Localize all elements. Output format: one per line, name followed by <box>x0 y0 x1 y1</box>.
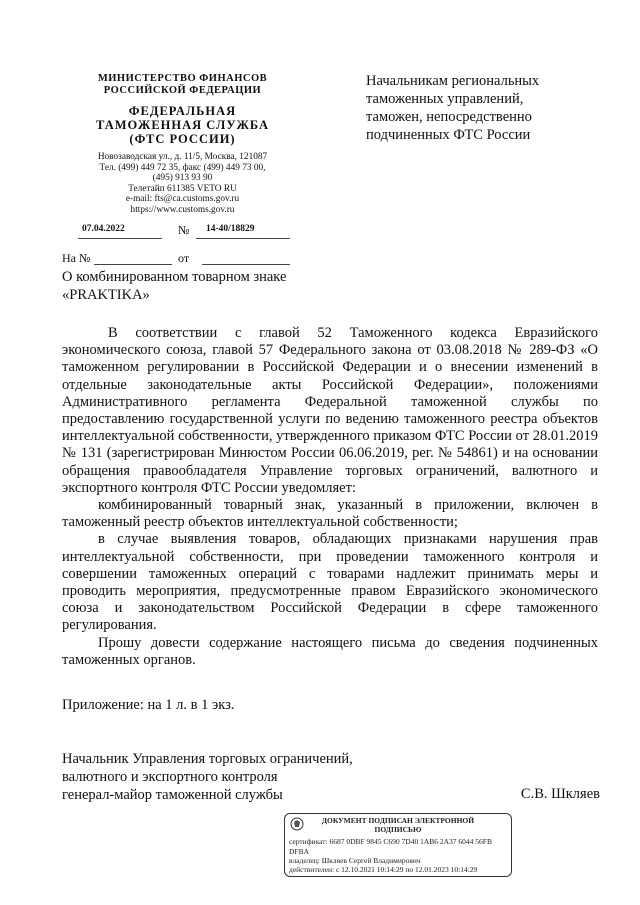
addressee <box>366 72 539 144</box>
website-line: https://www.customs.gov.ru <box>130 204 235 215</box>
addressee-line: таможенных управлений, <box>366 91 524 107</box>
contact-block <box>60 152 305 215</box>
address-line: Новозаводская ул., д. 11/5, Москва, 121087 <box>97 152 268 162</box>
body-paragraph: в случае выявления товаров, обладающих признаками нарушения прав интеллектуальной собственности, при проведении таможенного контроля и совершении таможенных операций с товарами надлежит принимать меры и проводить мероприятия, предусмотренные правом Евразийского экономического союза и законодательством Российской Федерации в сфере таможенного регулирования. <box>62 531 598 634</box>
stamp-title-line: ДОКУМЕНТ ПОДПИСАН ЭЛЕКТРОННОЙ <box>321 816 475 825</box>
phone-line: Тел. (499) 449 72 35, факс (499) 449 73 00, <box>99 162 266 173</box>
addressee-line: таможен, непосредственно <box>366 109 532 125</box>
registration-number: 14-40/18829 <box>206 224 255 234</box>
electronic-signature-stamp <box>284 813 512 877</box>
stamp-title-line: ПОДПИСЬЮ <box>374 825 422 835</box>
letter-body <box>62 325 598 669</box>
addressee-line: подчиненных ФТС России <box>366 127 531 143</box>
date-underline <box>78 238 162 239</box>
position-line: валютного и экспортного контроля <box>62 769 278 785</box>
signature-position <box>62 750 353 804</box>
na-underline <box>94 264 172 265</box>
ministry-line: РОССИЙСКОЙ ФЕДЕРАЦИИ <box>103 85 262 96</box>
registration-date: 07.04.2022 <box>82 224 125 234</box>
service-heading <box>60 104 305 146</box>
ot-underline <box>202 264 290 265</box>
service-line: (ФТС РОССИИ) <box>129 132 236 146</box>
ot-label: от <box>178 251 190 265</box>
number-sign: № <box>178 223 190 237</box>
subject <box>62 268 286 304</box>
stamp-owner: владелец: Шкляев Сергей Владимирович <box>289 855 421 865</box>
body-paragraph: комбинированный товарный знак, указанный в приложении, включен в таможенный реестр объектов интеллектуальной собственности; <box>62 497 598 531</box>
stamp-validity: действителен: с 12.10.2021 10:14:29 по 12.01.2023 10:14:29 <box>289 865 478 875</box>
number-underline <box>196 238 290 239</box>
subject-line: «PRAKTIKA» <box>62 287 150 303</box>
body-paragraph: Прошу довести содержание настоящего письма до сведения подчиненных таможенных органов. <box>62 634 598 668</box>
signatory-name: С.В. Шкляев <box>520 786 600 802</box>
service-line: ТАМОЖЕННАЯ СЛУЖБА <box>96 118 269 132</box>
position-line: генерал-майор таможенной службы <box>62 787 283 803</box>
phone-line: (495) 913 93 90 <box>152 173 213 183</box>
ministry-heading <box>60 73 305 97</box>
emblem-icon <box>290 817 304 831</box>
position-line: Начальник Управления торговых ограничений, <box>62 751 353 767</box>
subject-line: О комбинированном товарном знаке <box>62 269 287 285</box>
stamp-certificate: сертификат: 6687 0DBF 9845 C690 7D40 1AB6 2A37 6044 56FB DFBA <box>289 837 492 856</box>
service-line: ФЕДЕРАЛЬНАЯ <box>128 104 237 118</box>
na-label: На № <box>62 251 91 265</box>
email-line: e-mail: fts@ca.customs.gov.ru <box>125 194 240 204</box>
teletype-line: Телетайп 611385 VETO RU <box>128 183 237 194</box>
attachment-note: Приложение: на 1 л. в 1 экз. <box>62 697 235 713</box>
body-paragraph: В соответствии с главой 52 Таможенного кодекса Евразийского экономического союза, главой 57 Федерального закона от 03.08.2018 № 289-ФЗ «О таможенном регулировании в Российской Федерации и о внесении изменений в отдельные законодательные акты Российской Федерации», положениями Административного регламента Федеральной таможенной службы по предоставлению государственной услуги по ведению таможенного реестра объектов интеллектуальной собственности, утвержденного приказом ФТС России от 28.01.2019 № 131 (зарегистрирован Минюстом России 06.06.2019, рег. № 54861) и на основании обращения правообладателя Управление торговых ограничений, валютного и экспортного контроля ФТС России уведомляет: <box>62 325 598 496</box>
addressee-line: Начальникам региональных <box>366 73 540 89</box>
stamp-title <box>289 816 507 834</box>
ministry-line: МИНИСТЕРСТВО ФИНАНСОВ <box>97 73 268 84</box>
